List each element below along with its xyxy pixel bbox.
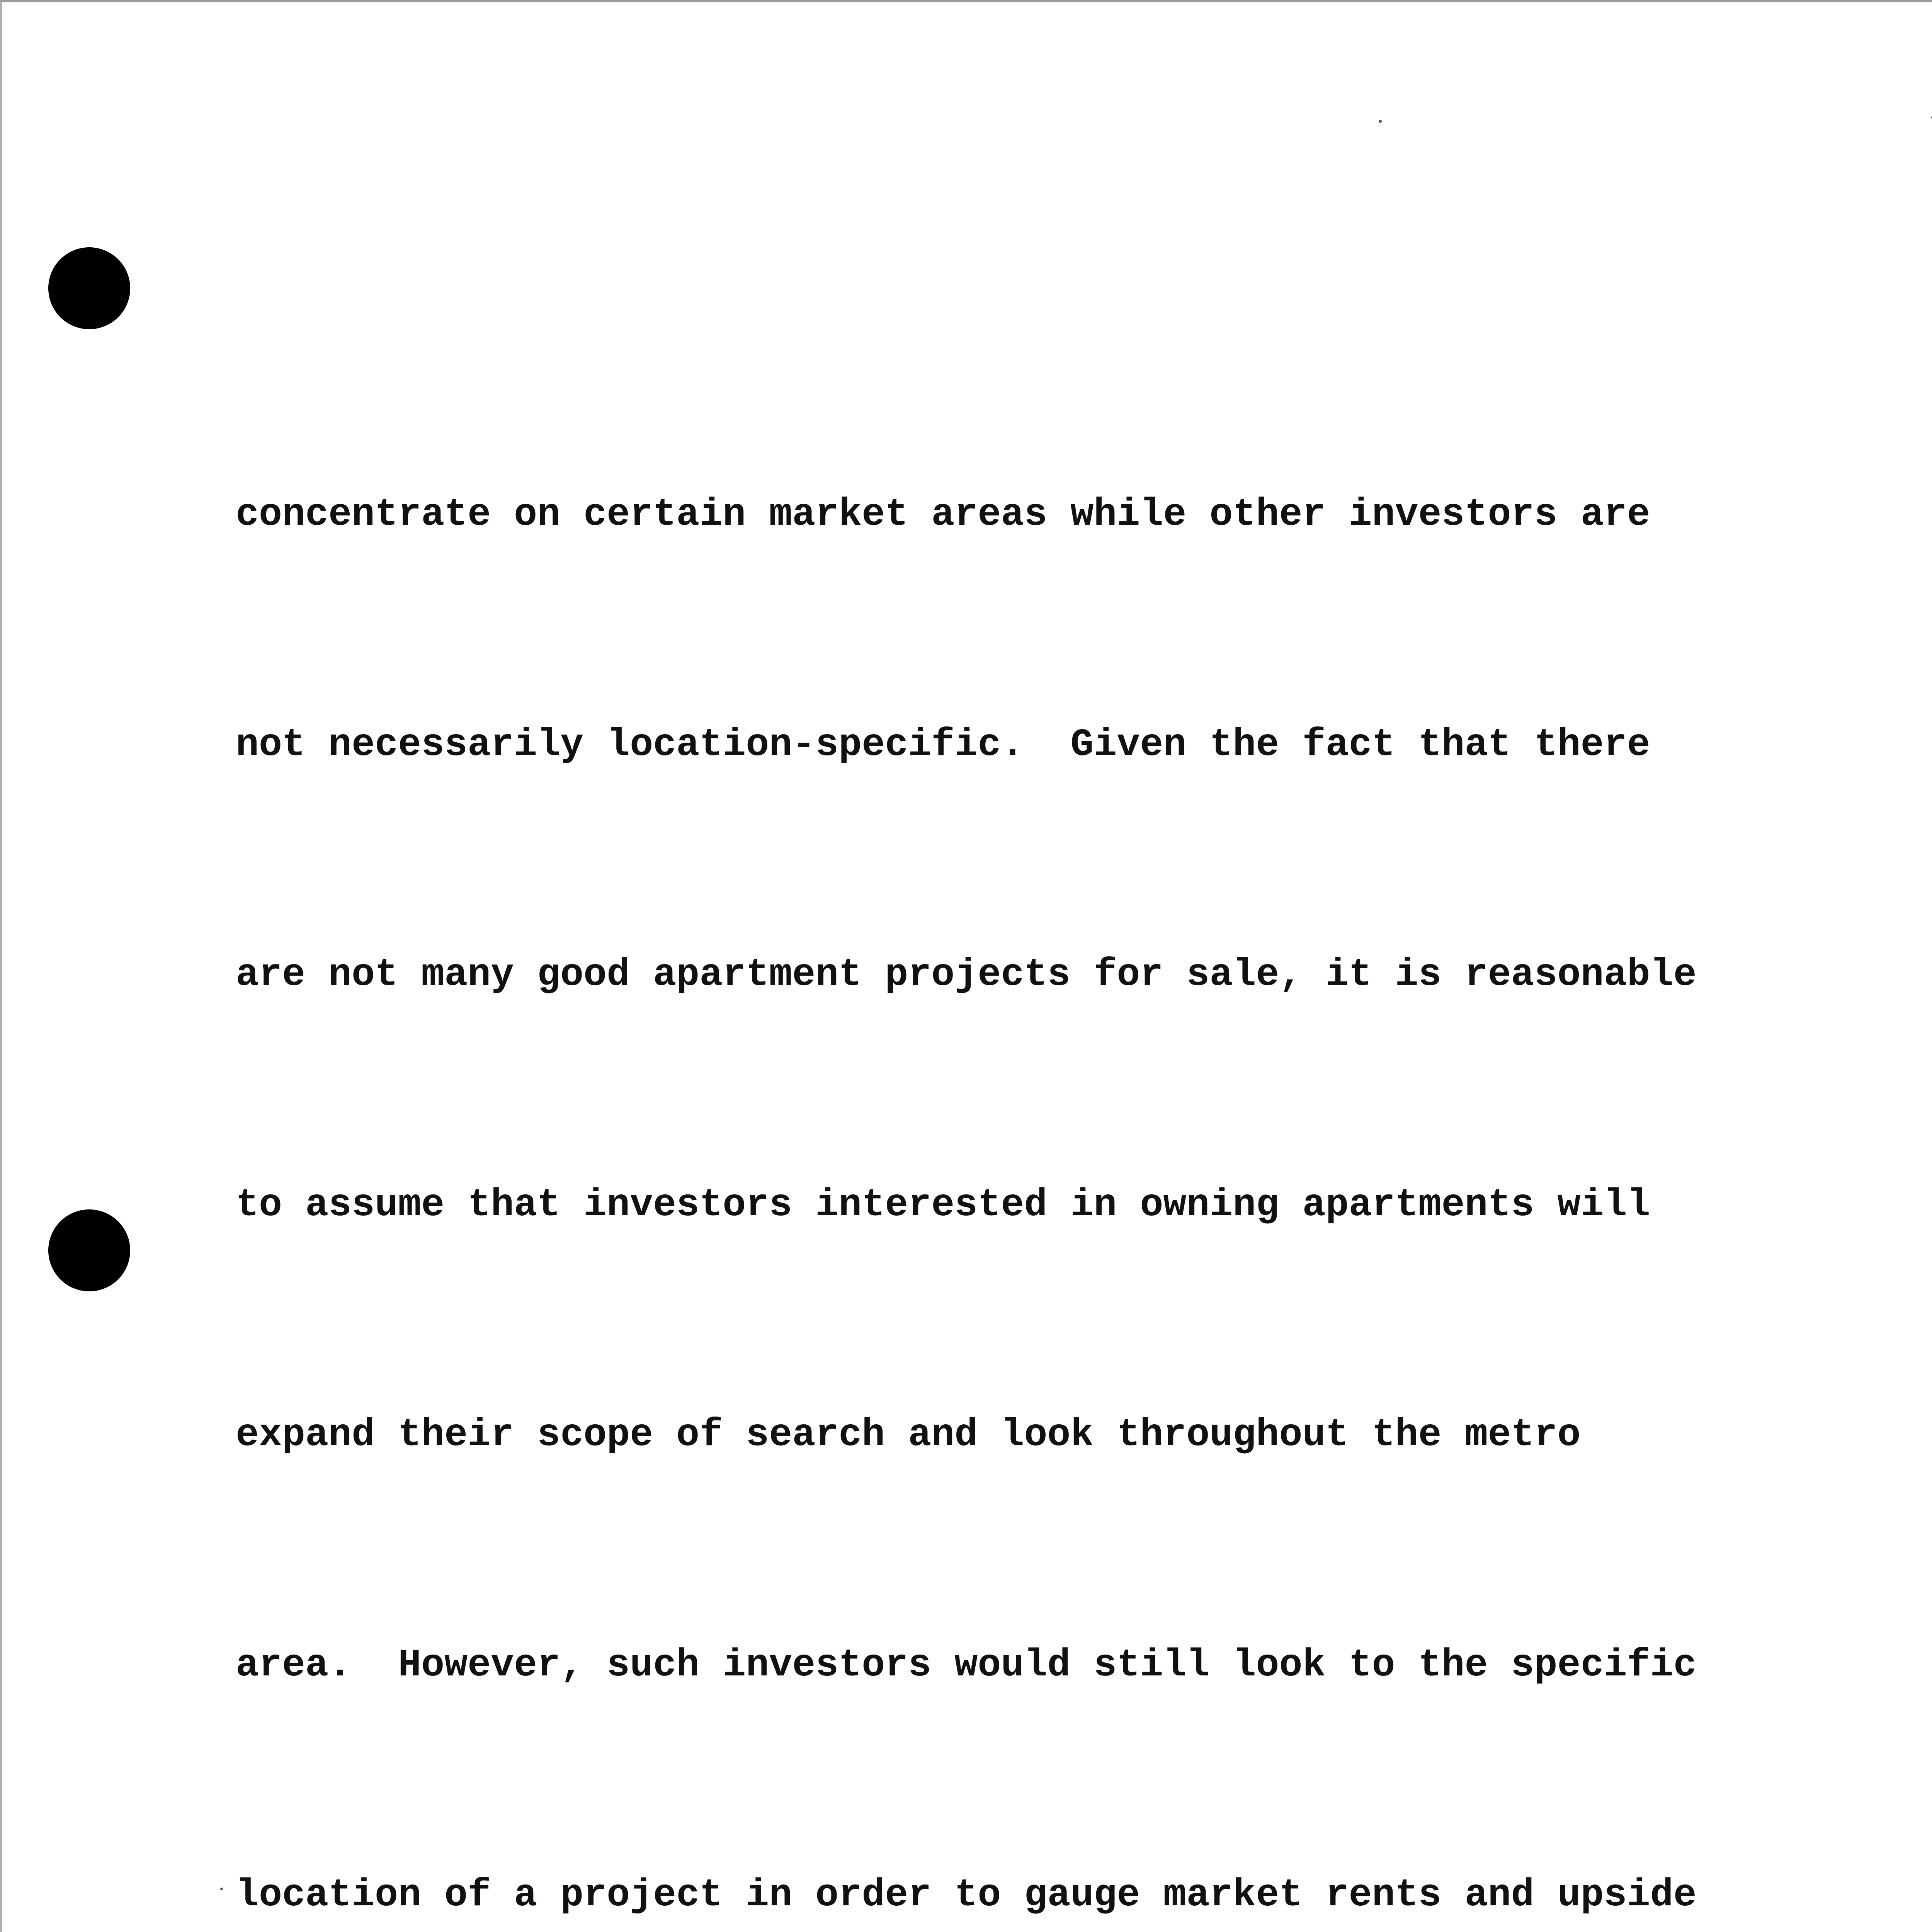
text-line: area. However, such investors would still look to the specific xyxy=(236,1643,1697,1687)
scan-speck xyxy=(1379,120,1382,123)
text-line: are not many good apartment projects for sale, it is reasonable xyxy=(236,953,1697,997)
scan-speck xyxy=(220,1888,223,1890)
text-line: to assume that investors interested in owning apartments will xyxy=(236,1183,1650,1227)
text-line: location of a project in order to gauge market rents and upside xyxy=(236,1874,1697,1917)
paragraph-1 xyxy=(236,323,1859,1932)
binder-hole-top xyxy=(48,247,130,329)
binder-hole-middle xyxy=(48,1209,130,1291)
text-line: expand their scope of search and look throughout the metro xyxy=(236,1413,1581,1457)
text-line: not necessarily location-specific. Given the fact that there xyxy=(236,723,1650,767)
document-body xyxy=(236,170,1859,1932)
text-line: concentrate on certain market areas while other investors are xyxy=(236,493,1650,537)
